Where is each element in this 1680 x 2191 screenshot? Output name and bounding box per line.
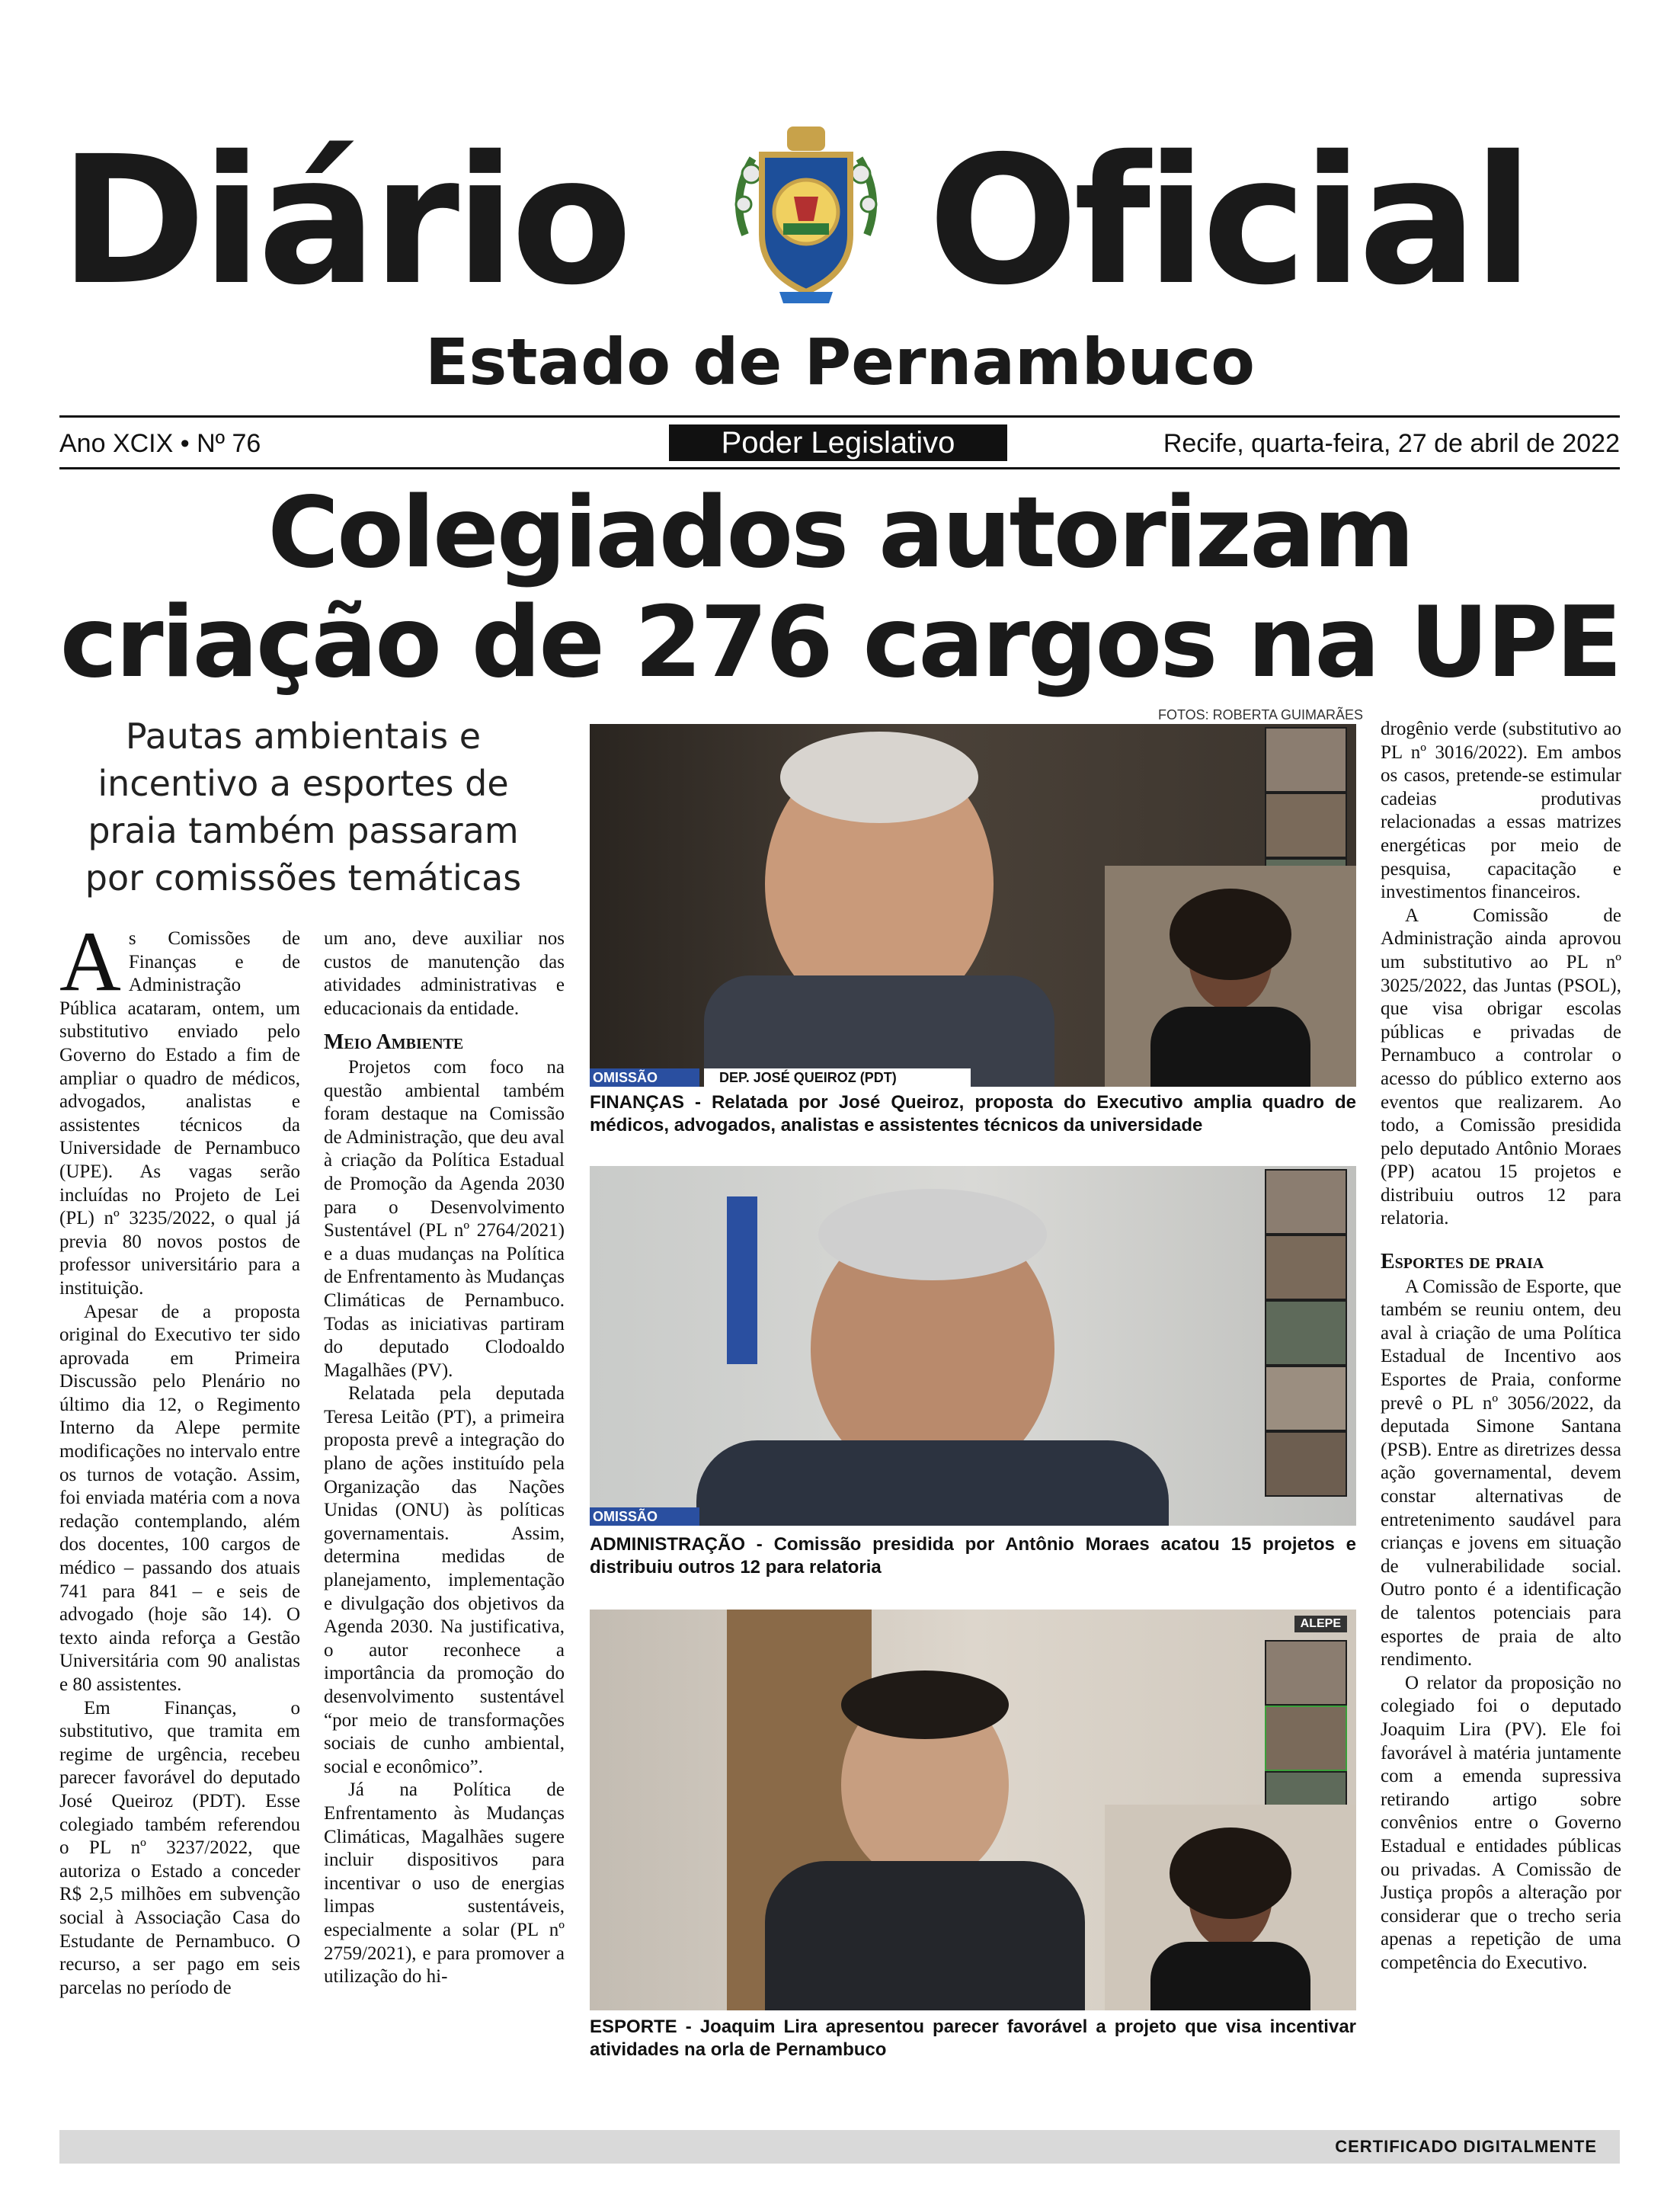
photo-caption-financas: FINANÇAS - Relatada por José Queiroz, proposta do Executivo amplia quadro de médicos, advogados, analistas e assistentes técnicos da universidade (590, 1092, 1356, 1136)
participant-thumbnail (1265, 1300, 1347, 1366)
footer-bar (59, 2130, 1620, 2164)
coat-of-arms-seal-icon (715, 120, 898, 311)
digital-certification-label: CERTIFICADO DIGITALMENTE (1335, 2137, 1597, 2156)
article-column-1 (59, 915, 300, 2000)
masthead-rule-bottom (59, 467, 1620, 469)
subhead-meio-ambiente: Meio Ambiente (324, 1030, 464, 1055)
article-paragraph: drogênio verde (substitutivo ao PL nº 3016/2022). Em ambos os casos, pretende-se estimular cadeias produtivas relacionadas a essas matrizes energéticas por meio de pesquisa, capacitação e investimentos financeiros. (1381, 719, 1621, 903)
article-paragraph: As Comissões de Finanças e de Administração Pública acataram, ontem, um substitutivo enviado pelo Governo do Estado a fim de ampliar o quadro de médicos, advogados, analistas e assistentes técnicos da Universidade de Pernambuco (UPE). As vagas serão incluídas no Projeto de Lei (PL) nº 3235/2022, o qual já previa 80 novos postos de professor universitário para a instituição. (59, 915, 300, 1299)
masthead-subtitle: Estado de Pernambuco (424, 325, 1256, 399)
headline-line-2: criação de 276 cargos na UPE (59, 586, 1621, 700)
deck: Pautas ambientais e incentivo a esportes de praia também passaram por comissões temáticas (85, 716, 522, 899)
participant-thumbnail (1265, 1640, 1347, 1706)
speaker-torso (696, 1440, 1169, 1526)
article-column-2 (324, 927, 565, 1989)
drop-cap: A (59, 915, 121, 1009)
masthead-rule-top (59, 415, 1620, 418)
headline (0, 476, 1680, 700)
speaker-hair (818, 1189, 1047, 1280)
publication-date: Recife, quarta-feira, 27 de abril de 2022 (1163, 429, 1620, 458)
speaker-torso (765, 1861, 1085, 2010)
sign-language-interpreter (1105, 866, 1356, 1087)
tv-banner: OMISSÃO (590, 1068, 699, 1087)
participant-thumbnail (1265, 1431, 1347, 1497)
speaker-nameplate: DEP. JOSÉ QUEIROZ (PDT) (704, 1068, 971, 1087)
photo-esporte (590, 1610, 1356, 2010)
article-paragraph: um ano, deve auxiliar nos custos de manutenção das atividades administrativas e educacionais da entidade. (324, 928, 565, 1019)
masthead-title-right: Oficial (928, 118, 1529, 324)
headline-line-1: Colegiados autorizam (267, 476, 1413, 590)
speaker-hair (841, 1670, 1009, 1739)
participant-thumbnail (1265, 727, 1347, 793)
article-paragraph: Relatada pela deputada Teresa Leitão (PT), a primeira proposta prevê a integração do plano de ações instituído pela Organização das Nações Unidas (ONU) às políticas governamentais. Assim, determina medidas de planejamento, implementação e divulgação dos objetivos da Agenda 2030. Na justificativa, o autor reconhece a importância da promoção do desenvolvimento sustentável “por meio de transformações sociais de cunho ambiental, social e econômico”. (324, 1383, 565, 1777)
section-badge: Poder Legislativo (669, 424, 1007, 461)
sign-language-interpreter (1105, 1805, 1356, 2010)
masthead-title-left: Diário (59, 118, 628, 324)
dateline (59, 423, 1620, 465)
article-paragraph: Já na Política de Enfrentamento às Mudanças Climáticas, Magalhães sugere incluir dispositivos para incentivar o uso de energias limpas sustentáveis, especialmente a solar (PL nº 2759/2021), e para promover a utilização do hi- (324, 1779, 565, 1988)
article-paragraph: A Comissão de Administração ainda aprovou um substitutivo ao PL nº 3025/2022, das Juntas (PSOL), que visa obrigar escolas públicas e privadas de Pernambuco a controlar o acesso do público externo aos eventos que realizarem. Ao todo, a Comissão presidida pelo deputado Antônio Moraes (PP) acatou 15 projetos e distribuiu outros 12 para relatoria. (1381, 905, 1621, 1229)
issue-number: Ano XCIX • Nº 76 (59, 429, 261, 458)
participant-thumbnail (1265, 1235, 1347, 1300)
photo-credit: FOTOS: ROBERTA GUIMARÃES (1158, 707, 1364, 722)
participant-thumbnail (1265, 1366, 1347, 1431)
article-paragraph: Em Finanças, o substitutivo, que tramita em regime de urgência, recebeu parecer favorável do deputado José Queiroz (PDT). Esse colegiado também referendou o PL nº 3237/2022, que autoriza o Estado a conceder R$ 2,5 milhões em subvenção social à Associação Casa do Estudante de Pernambuco. O recurso, a ser pago em seis parcelas no período de (59, 1697, 300, 1998)
alepe-logo: ALEPE (1294, 1616, 1347, 1632)
participant-thumbnail (1265, 1706, 1347, 1771)
participant-thumbnail (1265, 793, 1347, 858)
photo-caption-esporte: ESPORTE - Joaquim Lira apresentou parecer favorável a projeto que visa incentivar atividades na orla de Pernambuco (590, 2016, 1356, 2060)
photo-financas (590, 724, 1356, 1087)
participant-thumbnail (1265, 1169, 1347, 1235)
article-paragraph: A Comissão de Esporte, que também se reuniu ontem, deu aval à criação de uma Política Estadual de Incentivo aos Esportes de Praia, conforme prevê o PL nº 3056/2022, da deputada Simone Santana (PSB). Entre as diretrizes dessa ação governamental, devem constar alternativas de entretenimento saudável para crianças e jovens em situação de vulnerabilidade social. Outro ponto é a identificação de talentos potenciais para esportes de praia de alto rendimento. (1381, 1276, 1621, 1670)
photo-administracao (590, 1166, 1356, 1526)
article-paragraph: O relator da proposição no colegiado foi o deputado Joaquim Lira (PV). Ele foi favorável à matéria juntamente com a emenda supressiva retirando artigo sobre convênios entre o Governo Estadual e entidades públicas ou privadas. A Comissão de Justiça propôs a alteração por considerar que o trecho seria apenas a repetição de uma competência do Executivo. (1381, 1672, 1621, 1973)
article-column-3 (1381, 718, 1621, 1975)
subhead-esportes-de-praia: Esportes de praia (1381, 1250, 1544, 1274)
article-paragraph: Apesar de a proposta original do Executivo ter sido aprovada em Primeira Discussão pelo Plenário no último dia 12, o Regimento Interno da Alepe permite modificações no intervalo entre os turnos de votação. Assim, foi enviada matéria com a nova redação contemplando, além dos docentes, 100 cargos de médico – passando dos atuais 741 para 841 – e seis de advogado (hoje são 14). O texto ainda reforça a Gestão Universitária com 90 analistas e 80 assistentes. (59, 1301, 300, 1695)
photo-caption-administracao: ADMINISTRAÇÃO - Comissão presidida por Antônio Moraes acatou 15 projetos e distribuiu outros 12 para relatoria (590, 1534, 1356, 1578)
article-paragraph: Projetos com foco na questão ambiental também foram destaque na Comissão de Administração, que deu aval à criação da Política Estadual de Promoção da Agenda 2030 para o Desenvolvimento Sustentável (PL nº 2764/2021) e a duas mudanças na Política de Enfrentamento às Mudanças Climáticas de Pernambuco. Todas as iniciativas partiram do deputado Clodoaldo Magalhães (PV). (324, 1056, 565, 1381)
speaker-hair (780, 732, 978, 823)
flag (727, 1196, 757, 1364)
tv-banner: OMISSÃO (590, 1507, 699, 1526)
